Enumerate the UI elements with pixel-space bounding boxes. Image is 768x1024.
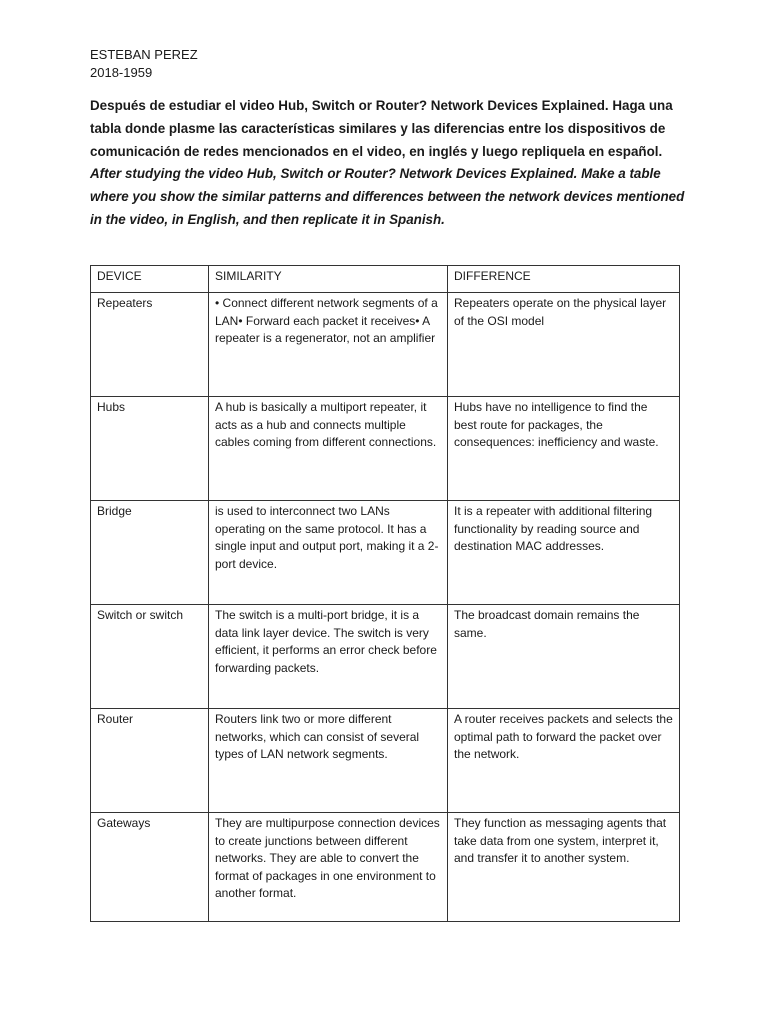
similarity-cell: Routers link two or more different networks, which can consist of several types of LAN network segments. — [209, 709, 448, 813]
table-row — [91, 293, 680, 397]
network-devices-table — [90, 265, 680, 922]
device-cell: Switch or switch — [91, 605, 209, 709]
similarity-cell: is used to interconnect two LANs operating on the same protocol. It has a single input and output port, making it a 2-port device. — [209, 501, 448, 605]
author-block — [90, 46, 198, 82]
device-cell: Repeaters — [91, 293, 209, 397]
table-header-row — [91, 266, 680, 293]
table-row — [91, 709, 680, 813]
header-difference: DIFFERENCE — [448, 266, 680, 293]
table-row — [91, 501, 680, 605]
similarity-cell: They are multipurpose connection devices to create junctions between different networks. They are able to convert the format of packages in one environment to another format. — [209, 813, 448, 922]
author-name: ESTEBAN PEREZ — [90, 47, 198, 62]
difference-cell: A router receives packets and selects the optimal path to forward the packet over the network. — [448, 709, 680, 813]
device-cell: Router — [91, 709, 209, 813]
difference-cell: The broadcast domain remains the same. — [448, 605, 680, 709]
difference-cell: They function as messaging agents that take data from one system, interpret it, and transfer it to another system. — [448, 813, 680, 922]
table-row — [91, 397, 680, 501]
difference-cell: It is a repeater with additional filtering functionality by reading source and destination MAC addresses. — [448, 501, 680, 605]
device-cell: Bridge — [91, 501, 209, 605]
difference-cell: Hubs have no intelligence to find the best route for packages, the consequences: inefficiency and waste. — [448, 397, 680, 501]
header-similarity: SIMILARITY — [209, 266, 448, 293]
table-row — [91, 813, 680, 922]
device-cell: Gateways — [91, 813, 209, 922]
similarity-cell: • Connect different network segments of a LAN• Forward each packet it receives• A repeater is a regenerator, not an amplifier — [209, 293, 448, 397]
header-device: DEVICE — [91, 266, 209, 293]
student-id: 2018-1959 — [90, 65, 153, 80]
difference-cell: Repeaters operate on the physical layer of the OSI model — [448, 293, 680, 397]
table-row — [91, 605, 680, 709]
similarity-cell: The switch is a multi-port bridge, it is a data link layer device. The switch is very efficient, it performs an error check before forwarding packets. — [209, 605, 448, 709]
assignment-prompt-spanish: Después de estudiar el video Hub, Switch or Router? Network Devices Explained. Haga una tabla donde plasme las características similares y las diferencias entre los dispositivos de comunicación de redes mencionados en el video, en inglés y luego repliquela en español. — [90, 98, 673, 159]
assignment-prompt-english: After studying the video Hub, Switch or Router? Network Devices Explained. Make a table where you show the similar patterns and differences between the network devices mentioned in the video, in English, and then replicate it in Spanish. — [90, 166, 685, 227]
similarity-cell: A hub is basically a multiport repeater, it acts as a hub and connects multiple cables coming from different connections. — [209, 397, 448, 501]
device-cell: Hubs — [91, 397, 209, 501]
